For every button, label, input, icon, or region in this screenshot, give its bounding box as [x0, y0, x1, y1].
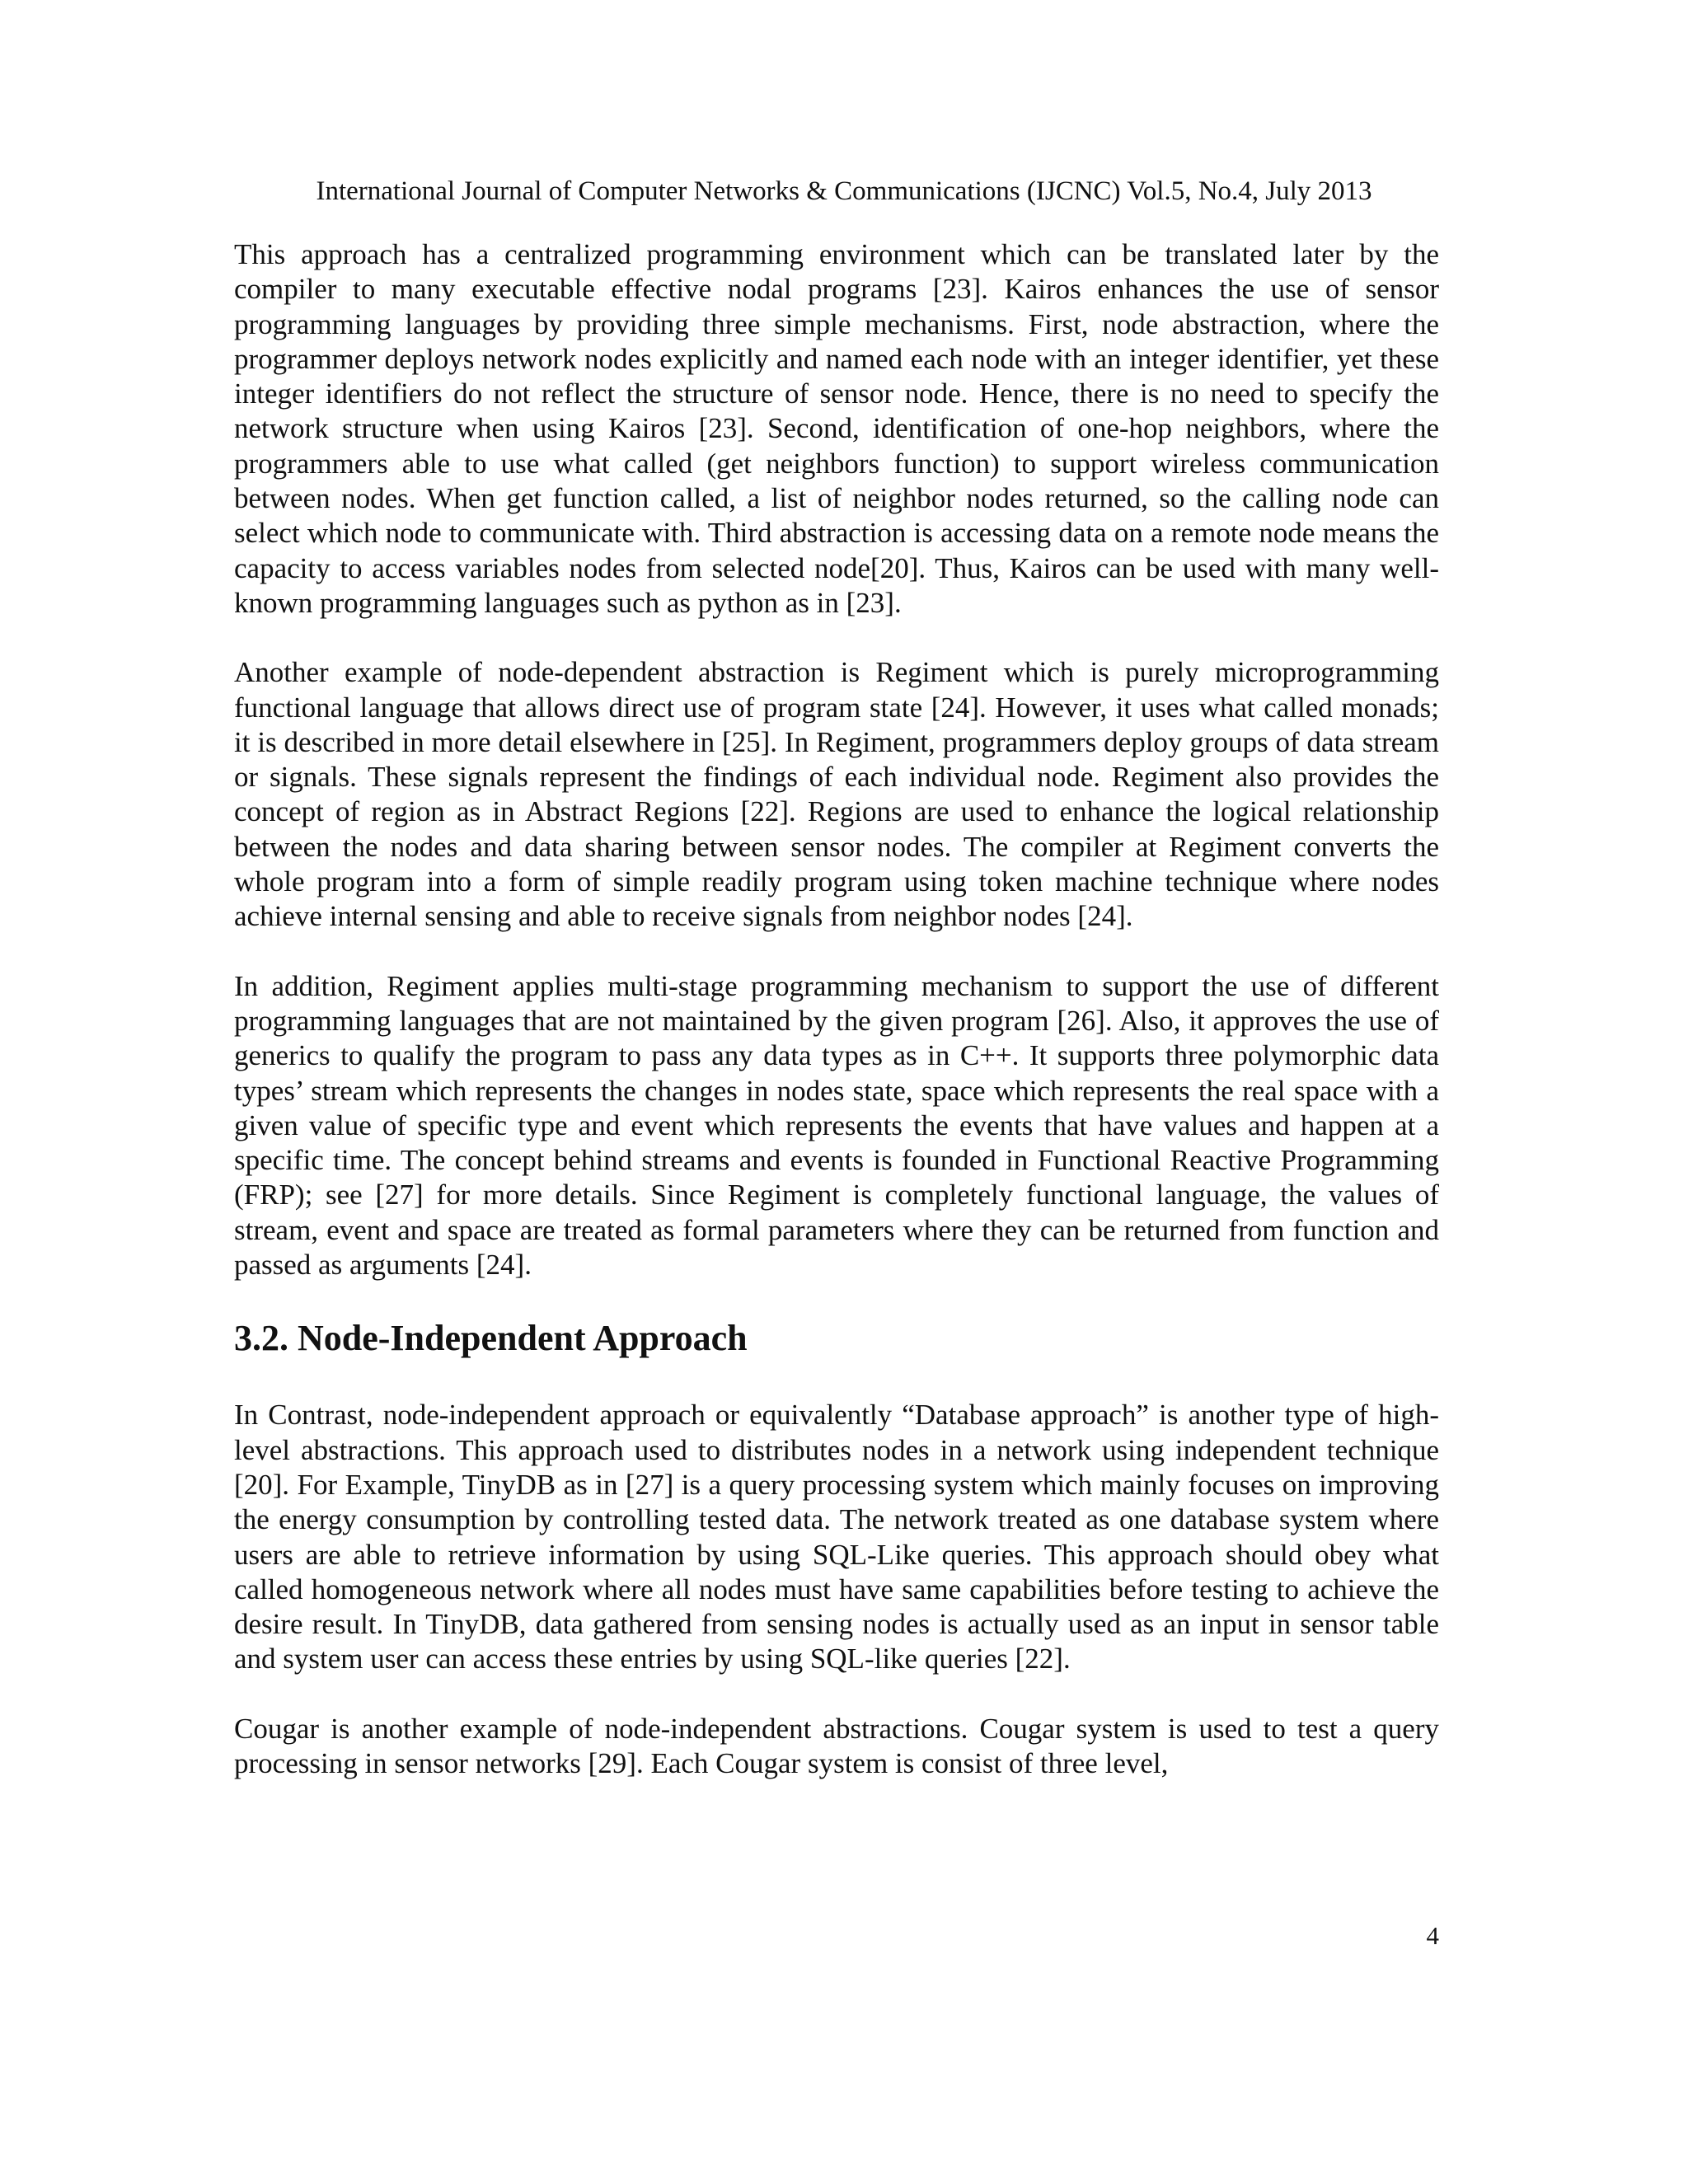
paragraph-regiment: Another example of node-dependent abstraction is Regiment which is purely microprogramming functional language that allows direct use of program state [24]. However, it uses what called monads; it is described in more detail elsewhere in [25]. In Regiment, programmers deploy groups of data stream or signals. These signals represent the findings of each individual node. Regiment also provides the concept of region as in Abstract Regions [22]. Regions are used to enhance the logical relationship between the nodes and data sharing between sensor nodes. The compiler at Regiment converts the whole program into a form of simple readily program using token machine technique where nodes achieve internal sensing and able to receive signals from neighbor nodes [24].	[234, 656, 1439, 933]
body-text	[234, 237, 1439, 1781]
paragraph-regiment-multistage: In addition, Regiment applies multi-stage programming mechanism to support the use of different programming languages that are not maintained by the given program [26]. Also, it approves the use of generics to qualify the program to pass any data types as in C++. It supports three polymorphic data types’ stream which represents the changes in nodes state, space which represents the real space with a given value of specific type and event which represents the events that have values and happen at a specific time. The concept behind streams and events is founded in Functional Reactive Programming (FRP); see [27] for more details. Since Regiment is completely functional language, the values of stream, event and space are treated as formal parameters where they can be returned from function and passed as arguments [24].	[234, 969, 1439, 1282]
paragraph-cougar: Cougar is another example of node-independent abstractions. Cougar system is used to test a query processing in sensor networks [29]. Each Cougar system is consist of three level,	[234, 1712, 1439, 1779]
section-heading: 3.2. Node-Independent Approach	[234, 1318, 748, 1359]
paragraph-kairos: This approach has a centralized programming environment which can be translated later by the compiler to many executable effective nodal programs [23]. Kairos enhances the use of sensor programming languages by providing three simple mechanisms. First, node abstraction, where the programmer deploys network nodes explicitly and named each node with an integer identifier, yet these integer identifiers do not reflect the structure of sensor node. Hence, there is no need to specify the network structure when using Kairos [23]. Second, identification of one-hop neighbors, where the programmers able to use what called (get neighbors function) to support wireless communication between nodes. When get function called, a list of neighbor nodes returned, so the calling node can select which node to communicate with. Third abstraction is accessing data on a remote node means the capacity to access variables nodes from selected node[20]. Thus, Kairos can be used with many well-known programming languages such as python as in [23].	[234, 238, 1439, 619]
running-header: International Journal of Computer Networks & Communications (IJCNC) Vol.5, No.4, July 2013	[316, 176, 1372, 206]
paragraph-tinydb: In Contrast, node-independent approach or equivalently “Database approach” is another type of high-level abstractions. This approach used to distributes nodes in a network using independent technique [20]. For Example, TinyDB as in [27] is a query processing system which mainly focuses on improving the energy consumption by controlling tested data. The network treated as one database system where users are able to retrieve information by using SQL-Like queries. This approach should obey what called homogeneous network where all nodes must have same capabilities before testing to achieve the desire result. In TinyDB, data gathered from sensing nodes is actually used as an input in sensor table and system user can access these entries by using SQL-like queries [22].	[234, 1399, 1439, 1675]
page-number: 4	[1426, 1921, 1439, 1950]
